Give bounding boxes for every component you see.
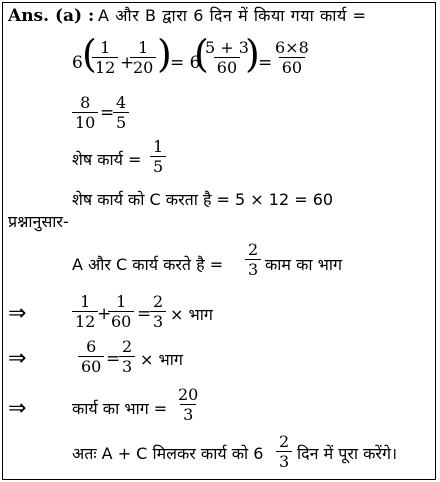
numerator: 8: [80, 93, 91, 112]
denominator: 12: [72, 311, 98, 331]
paren-open: (: [194, 32, 209, 76]
plus-sign: +: [120, 53, 135, 73]
numerator: 4: [116, 93, 127, 112]
part-of-work-label: कार्य का भाग =: [72, 399, 168, 418]
according-to-question: प्रश्नानुसार-: [8, 212, 69, 231]
denominator: 20: [130, 57, 156, 77]
numerator: 2: [279, 432, 290, 451]
coef-six: 6: [72, 53, 83, 73]
fraction-1-12: [72, 292, 98, 331]
numerator: 5 + 3: [205, 38, 249, 57]
paren-open: (: [82, 32, 97, 76]
fraction-1-60: [108, 292, 134, 331]
numerator: 1: [80, 292, 91, 311]
fraction-2-3: [276, 432, 292, 471]
remaining-work-label: शेष कार्य =: [72, 150, 142, 169]
denominator: 60: [214, 57, 240, 77]
denominator: 60: [108, 311, 134, 331]
numerator: 6×8: [275, 38, 309, 57]
denominator: 5: [150, 156, 166, 176]
numerator: 1: [116, 292, 127, 311]
numerator: 2: [122, 337, 133, 356]
denominator: 60: [279, 57, 305, 77]
plus-sign: +: [97, 304, 112, 324]
fraction-product: [272, 38, 312, 77]
fraction-1-20: [130, 38, 156, 77]
fraction-2-3: [150, 292, 166, 331]
denominator: 3: [180, 404, 196, 424]
equals-sign: =: [137, 304, 152, 324]
equals-sign: =: [258, 53, 273, 73]
denominator: 3: [276, 451, 292, 471]
denominator: 3: [245, 259, 261, 279]
fraction-2-3: [119, 337, 135, 376]
fraction-1-12: [92, 38, 118, 77]
times-part: × भाग: [170, 305, 213, 324]
denominator: 3: [150, 311, 166, 331]
times-part: × भाग: [140, 350, 183, 369]
statement-line: A और B द्वारा 6 दिन में किया गया कार्य =: [98, 6, 367, 25]
numerator: 1: [100, 38, 111, 57]
denominator: 12: [92, 57, 118, 77]
fraction-8-10: [72, 93, 98, 132]
denominator: 10: [72, 112, 98, 132]
fraction-1-5: [150, 137, 166, 176]
denominator: 5: [113, 112, 129, 132]
implies-arrow-icon: ⇒: [8, 346, 27, 371]
fraction-4-5: [113, 93, 129, 132]
ac-work-line: A और C कार्य करते है =: [72, 255, 224, 274]
part-of-work: काम का भाग: [265, 255, 343, 274]
paren-close: ): [245, 32, 260, 76]
numerator: 2: [248, 240, 259, 259]
answer-label: Ans. (a) :: [8, 6, 95, 26]
c-work-line: शेष कार्य को C करता है = 5 × 12 = 60: [72, 190, 334, 209]
equals-six: = 6: [170, 53, 201, 73]
numerator: 2: [153, 292, 164, 311]
fraction-20-3: [175, 385, 201, 424]
implies-arrow-icon: ⇒: [8, 301, 27, 326]
numerator: 1: [153, 137, 164, 156]
fraction-6-60: [78, 337, 104, 376]
paren-close: ): [157, 32, 172, 76]
numerator: 20: [178, 385, 199, 404]
numerator: 1: [138, 38, 149, 57]
denominator: 3: [119, 356, 135, 376]
conclusion-tail: दिन में पूरा करेंगे।: [297, 444, 398, 463]
denominator: 60: [78, 356, 104, 376]
fraction-2-3: [245, 240, 261, 279]
equals-sign: =: [100, 103, 115, 123]
implies-arrow-icon: ⇒: [8, 396, 27, 421]
numerator: 6: [86, 337, 97, 356]
equals-sign: =: [106, 349, 121, 369]
conclusion-line: अतः A + C मिलकर कार्य को 6: [72, 444, 264, 463]
